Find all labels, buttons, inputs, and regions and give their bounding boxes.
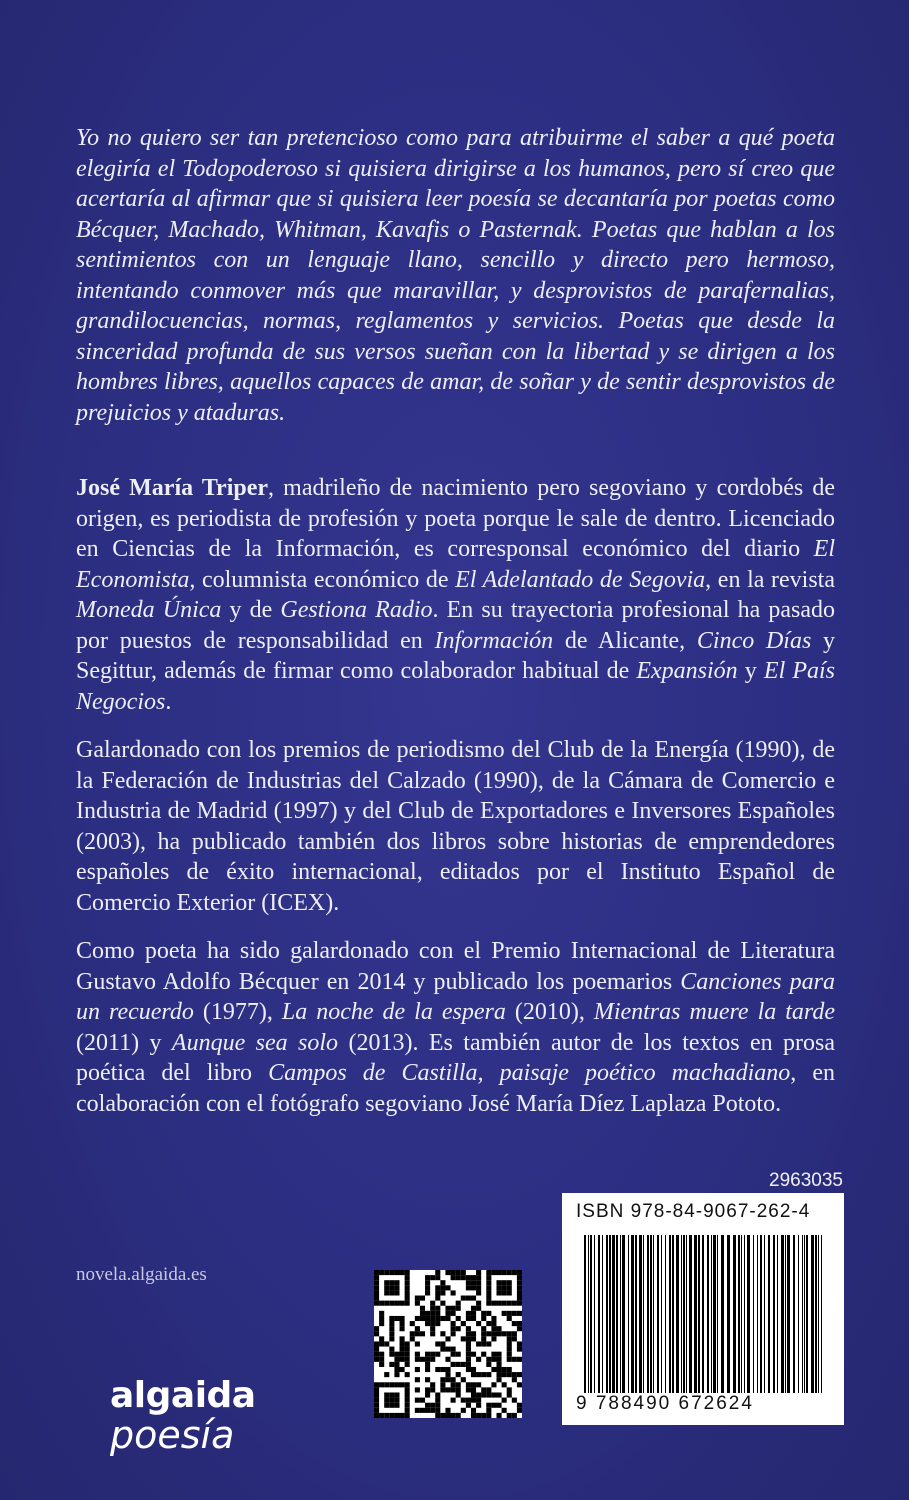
publication-title: El Economista xyxy=(76,536,835,593)
bio-text: y de xyxy=(221,597,281,623)
blurb-text: Yo no quiero ser tan pretencioso como para atribuirme el saber a qué poeta elegiría el Todopoderoso si quisiera dirigirse a los humanos, pero sí creo que acertaría al afirmar que si quisiera leer poesía se decantaría por poetas como Bécquer, Machado, Whitman, Kavafis o Pasternak. Poetas que hablan a los sentimientos con un lenguaje llano, sencillo y directo pero hermoso, intentando conmover más que maravillar, y desprovistos de parafernalias, grandilocuencias, normas, reglamentos y servicios. Poetas que desde la sinceridad profunda de sus versos sueñan con la libertad y se dirigen a los hombres libres, aquellos capaces de amar, de soñar y de sentir desprovistos de prejuicios y ataduras. xyxy=(76,125,835,426)
barcode-bars xyxy=(562,1227,844,1393)
isbn-barcode xyxy=(562,1193,844,1425)
publication-title: El Adelantado de Segovia xyxy=(455,566,706,593)
bio-text: . En su trayectoria profesional ha pasado por puestos de responsabilidad en xyxy=(76,597,836,654)
book-title: Mientras muere la tarde xyxy=(593,999,836,1025)
bio-text: (2013). Es también autor de los textos en prosa poética del libro xyxy=(76,1029,836,1086)
author-bio xyxy=(76,473,835,1137)
author-name: José María Triper xyxy=(76,475,269,501)
bio-text: (2010), xyxy=(505,999,594,1025)
bio-text: , en colaboración con el fotógrafo segoviano José María Díez Laplaza Pototo. xyxy=(76,1060,835,1117)
bio-paragraph-2: Galardonado con los premios de periodismo del Club de la Energía (1990), de la Federación de Industrias del Calzado (1990), de la Cámara de Comercio e Industria de Madrid (1997) y del Club de Exportadores e Inversores Españoles (2003), ha publicado también dos libros sobre historias de emprendedores españoles de éxito internacional, editados por el Instituto Español de Comercio Exterior (ICEX). xyxy=(76,737,835,916)
book-title: Aunque sea solo xyxy=(171,1029,339,1056)
bio-text: (1977), xyxy=(193,999,282,1025)
bio-text: y xyxy=(737,658,764,684)
publisher-logo xyxy=(110,1375,256,1457)
bio-paragraph-3 xyxy=(76,936,835,1119)
bio-text: , en la revista xyxy=(705,566,836,593)
bio-text: . xyxy=(165,688,172,715)
publication-title: Cinco Días xyxy=(696,627,812,654)
bio-text: y Segittur, además de firmar como colaborador habitual de xyxy=(76,627,836,684)
publication-title: Información xyxy=(434,627,554,654)
publisher-url[interactable]: novela.algaida.es xyxy=(76,1264,207,1285)
bio-text: (2011) y xyxy=(76,1029,172,1056)
bio-paragraph-1 xyxy=(76,473,835,717)
publication-title: El País Negocios xyxy=(76,658,836,715)
product-code: 2963035 xyxy=(769,1170,843,1191)
bio-text: de Alicante, xyxy=(553,627,697,654)
book-title: La noche de la espera xyxy=(281,999,506,1025)
isbn-label: ISBN 978-84-9067-262-4 xyxy=(576,1201,811,1222)
qr-code[interactable] xyxy=(374,1270,522,1418)
logo-line-2: poesía xyxy=(110,1413,235,1457)
publication-title: Expansión xyxy=(636,658,738,684)
publication-title: Gestiona Radio xyxy=(280,597,433,623)
book-title: Canciones para un recuerdo xyxy=(76,968,836,1025)
bio-text: , madrileño de nacimiento pero segoviano y cordobés de origen, es periodista de profesión y poeta porque le sale de dentro. Licenciado en Ciencias de la Información, es corresponsal económico del diario xyxy=(76,475,836,562)
logo-line-1: algaida xyxy=(110,1375,256,1416)
barcode-digits: 9 788490 672624 xyxy=(576,1393,754,1414)
bio-text: Como poeta ha sido galardonado con el Premio Internacional de Literatura Gustavo Adolfo Bécquer en 2014 y publicado los poemarios xyxy=(76,938,835,995)
bio-text: , columnista económico de xyxy=(189,566,456,593)
publication-title: Moneda Única xyxy=(76,597,222,623)
book-title: Campos de Castilla, paisaje poético machadiano xyxy=(268,1060,791,1086)
